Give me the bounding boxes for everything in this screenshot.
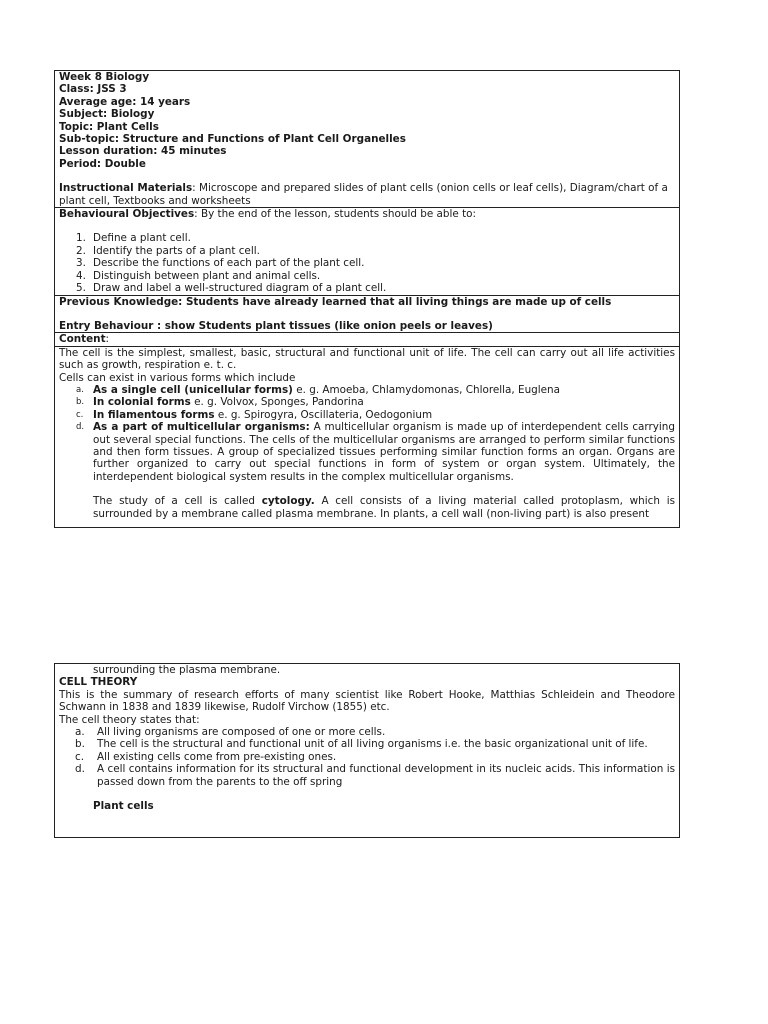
forms-intro: Cells can exist in various forms which include [59, 371, 296, 384]
content-cell [55, 333, 679, 346]
list-item: b. In colonial forms e. g. Volvox, Sponges, Pandorina [76, 396, 364, 409]
knowledge-cell [55, 296, 679, 334]
list-item: c. In filamentous forms e. g. Spirogyra, Oscillateria, Oedogonium [76, 408, 433, 421]
list-item: 4. Distinguish between plant and animal cells. [76, 269, 321, 282]
objectives-intro: : By the end of the lesson, students should be able to: [194, 208, 477, 221]
objectives-line [59, 208, 675, 220]
list-item: d. A cell contains information for its structural and functional development in its nucleic acids. This information is passed down from the parents to the off spring [75, 763, 675, 788]
materials-text: : Microscope and prepared slides of plant cells (onion cells or leaf cells), Diagram/chart of a plant cell, Textbooks and worksheets [59, 182, 668, 207]
content-intro: The cell is the simplest, smallest, basic, structural and functional unit of life. The cell can carry out all life activities such as growth, respiration e. t. c. [59, 346, 675, 372]
cell-theory-title: CELL THEORY [59, 676, 138, 689]
materials-label: Instructional Materials [59, 182, 193, 195]
week-title: Week 8 Biology [59, 71, 150, 83]
list-item: 1. Define a plant cell. [76, 232, 191, 245]
cell-theory-intro: This is the summary of research efforts of many scientist like Robert Hooke, Matthias Schleidein and Theodore Schwann in 1838 and 1839 likewise, Rudolf Virchow (1855) etc. [59, 688, 675, 714]
list-item: d. As a part of multicellular organisms: A multicellular organism is made up of interdependent cells carrying out several special functions. The cells of the multicellular organisms are arranged to perform similar functions and then form tissues. A group of specialized tissues performing similar function forms an organ. Organs are further organized to carry out special functions in form of system or organ system. Ultimately, the interdependent biological system results in the complex multicellular organisms. [76, 421, 675, 483]
cell-theory-cell [55, 664, 679, 812]
list-item: 3. Describe the functions of each part of the plant cell. [76, 257, 365, 270]
subtopic-line: Sub-topic: Structure and Functions of Plant Cell Organelles [59, 133, 406, 146]
forms-list [59, 384, 675, 483]
list-item: a. As a single cell (unicellular forms) e. g. Amoeba, Chlamydomonas, Chlorella, Euglena [76, 383, 560, 396]
class-line: Class: JSS 3 [59, 83, 127, 96]
content-body-cell [55, 347, 679, 520]
continued-text: surrounding the plasma membrane. [93, 664, 281, 676]
topic-line: Topic: Plant Cells [59, 120, 159, 133]
list-item: 2. Identify the parts of a plant cell. [76, 244, 260, 257]
cell-theory-list [59, 726, 675, 788]
list-item: a. All living organisms are composed of one or more cells. [75, 726, 386, 739]
lesson-header-cell [55, 71, 679, 208]
materials-line [59, 182, 675, 207]
list-item: b. The cell is the structural and functional unit of all living organisms i.e. the basic organizational unit of life. [75, 738, 648, 751]
previous-knowledge: Previous Knowledge: Students have already learned that all living things are made up of cells [59, 295, 612, 308]
objectives-list [59, 232, 675, 294]
period-line: Period: Double [59, 157, 146, 170]
list-item: c. All existing cells come from pre-existing ones. [75, 750, 337, 763]
plant-cells-heading: Plant cells [93, 800, 154, 813]
cytology-paragraph: The study of a cell is called cytology. A cell consists of a living material called protoplasm, which is surrounded by a membrane called plasma membrane. In plants, a cell wall (non-living part) is also present [93, 495, 675, 520]
subject-line: Subject: Biology [59, 108, 155, 121]
entry-behaviour: Entry Behaviour : show Students plant tissues (like onion peels or leaves) [59, 319, 493, 332]
list-item: 5. Draw and label a well-structured diagram of a plant cell. [76, 282, 387, 295]
objectives-label: Behavioural Objectives [59, 208, 195, 221]
content-heading: Content: [59, 333, 110, 346]
cell-theory-states: The cell theory states that: [59, 713, 200, 726]
objectives-cell [55, 208, 679, 295]
age-line: Average age: 14 years [59, 95, 191, 108]
lesson-plan-table-page2 [54, 663, 680, 838]
lesson-plan-table-page1 [54, 70, 680, 528]
duration-line: Lesson duration: 45 minutes [59, 145, 227, 158]
